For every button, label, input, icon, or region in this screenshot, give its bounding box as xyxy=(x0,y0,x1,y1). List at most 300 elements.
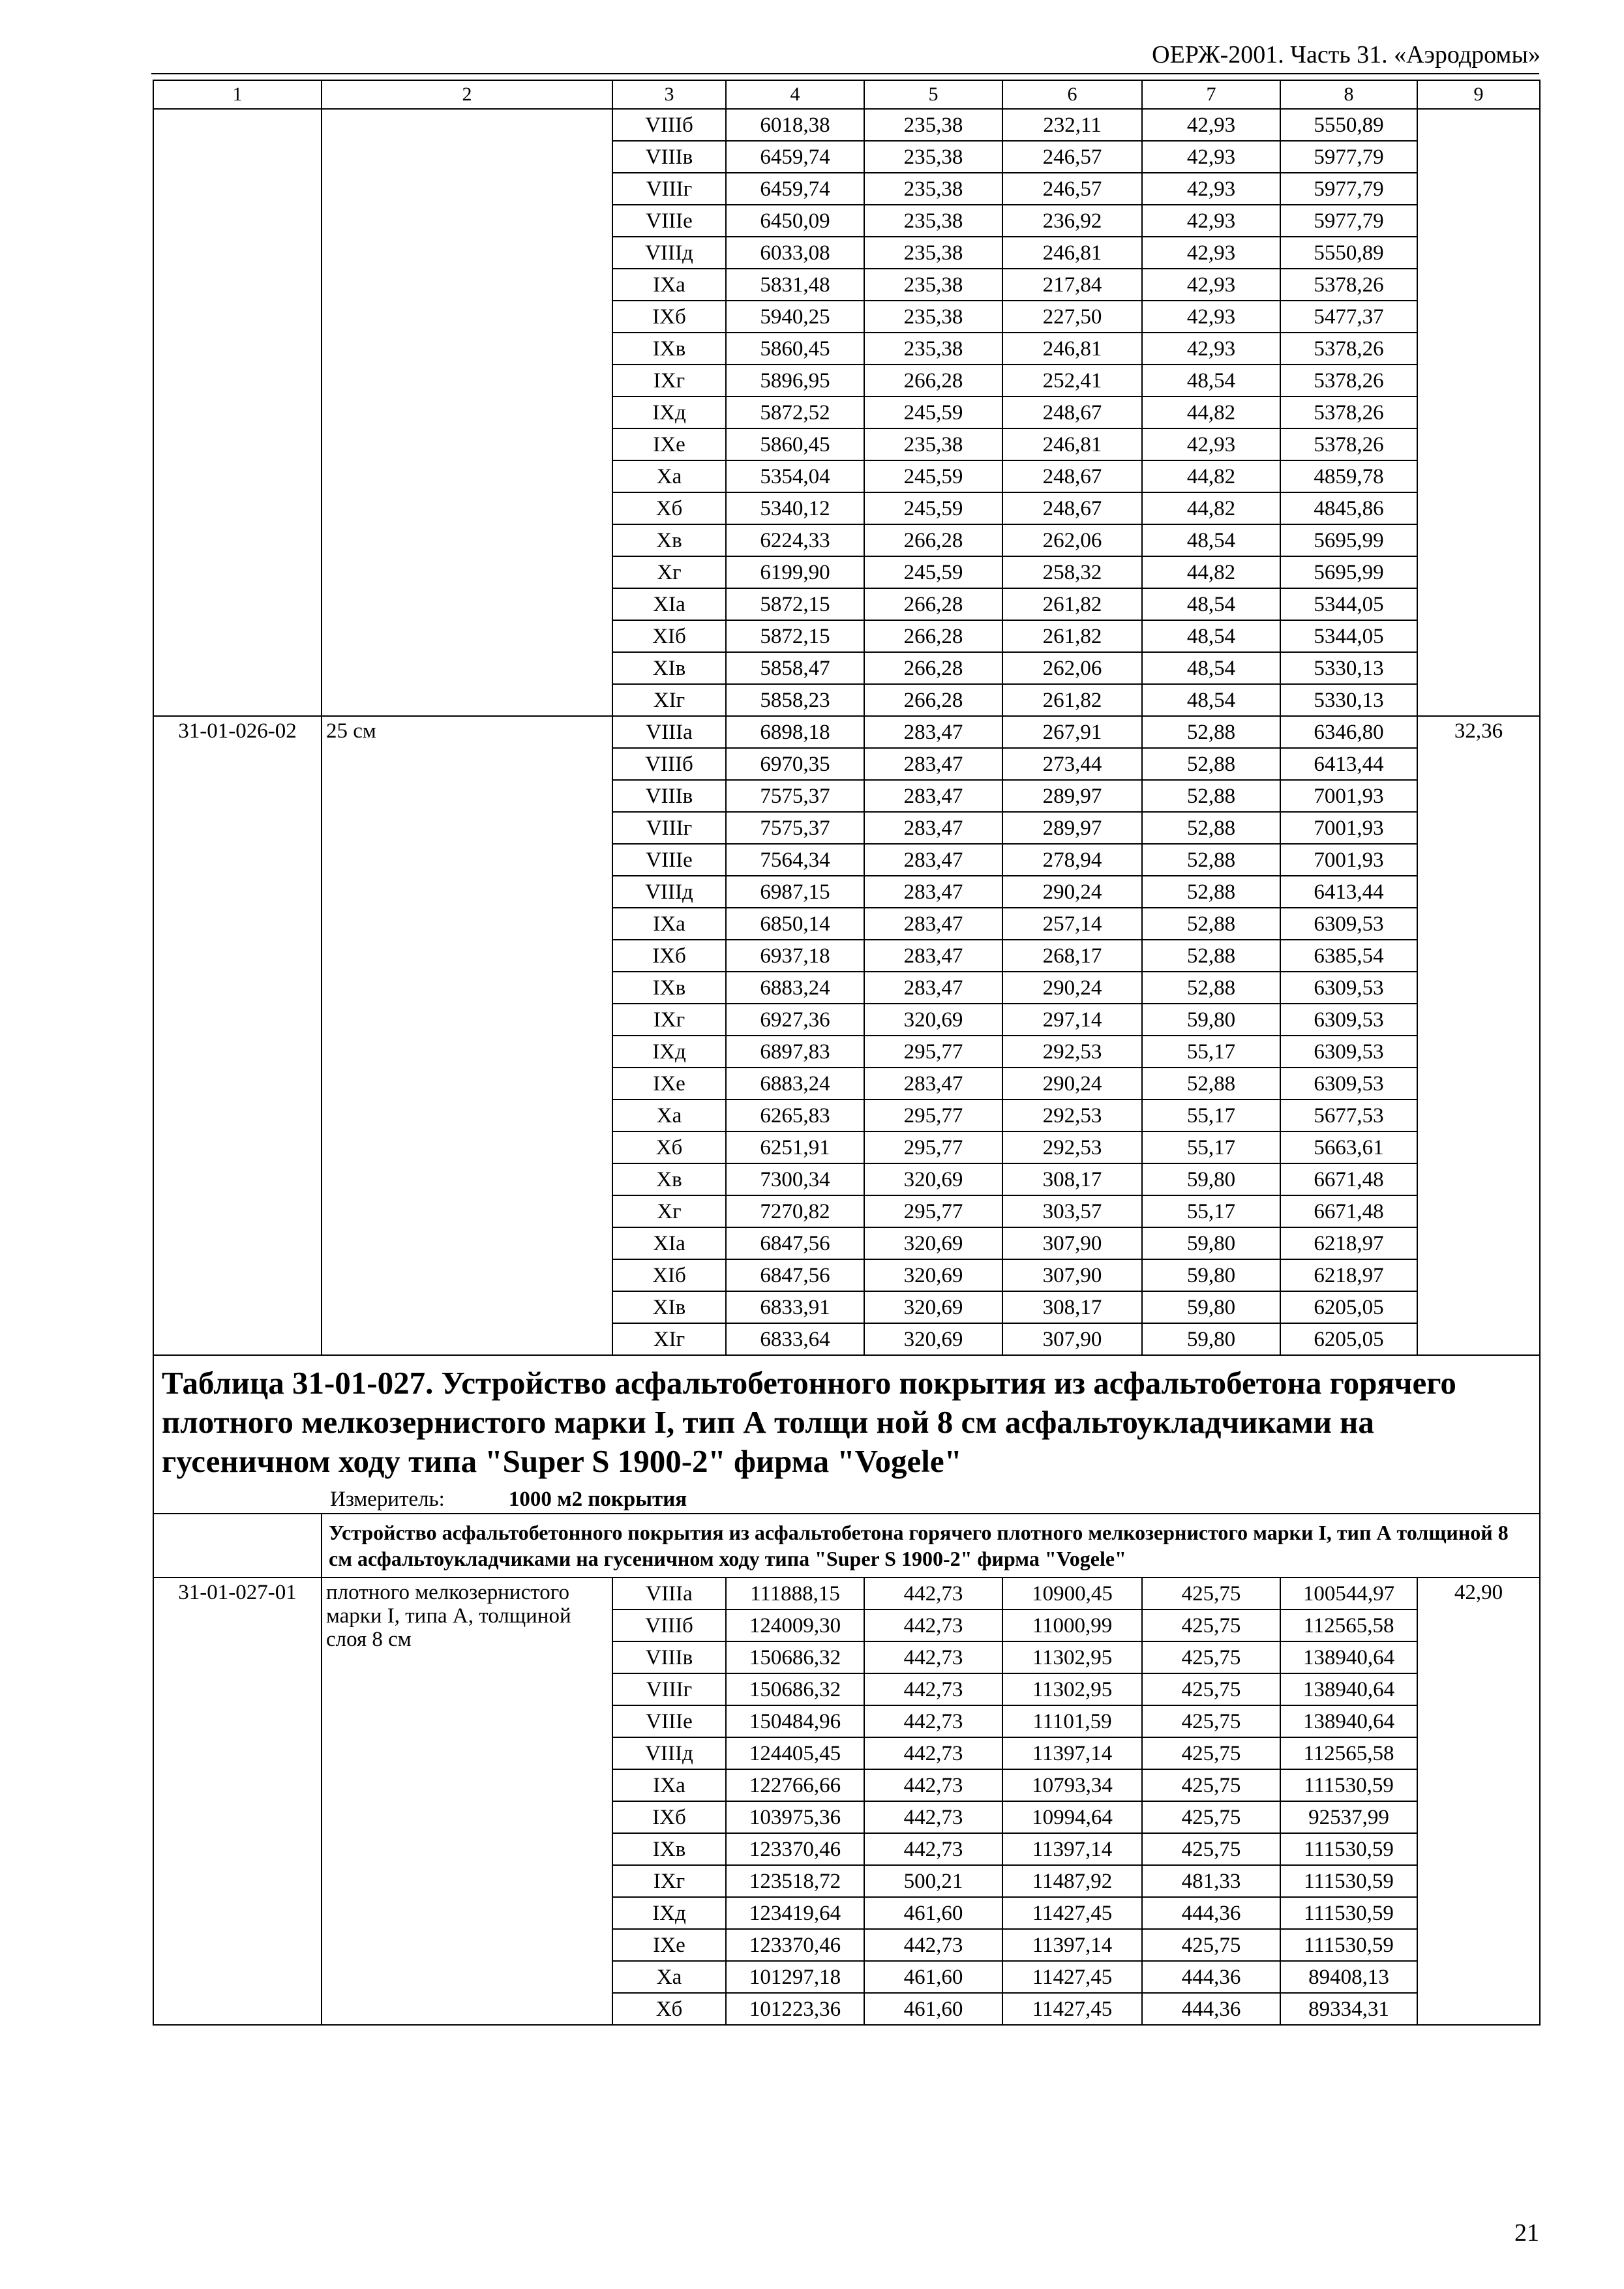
machine-operation: 11427,45 xyxy=(1002,1897,1142,1929)
labor-wages: 235,38 xyxy=(864,333,1002,365)
machine-operation: 11101,59 xyxy=(1002,1705,1142,1737)
labor-wages: 245,59 xyxy=(864,556,1002,588)
materials-cost: 7001,93 xyxy=(1280,812,1417,844)
zone-code: Xг xyxy=(612,556,726,588)
zone-code: XIа xyxy=(612,588,726,620)
machinist-wages: 42,93 xyxy=(1142,301,1280,333)
total-cost: 5860,45 xyxy=(726,333,864,365)
labor-wages: 283,47 xyxy=(864,844,1002,876)
machinist-wages: 42,93 xyxy=(1142,141,1280,173)
total-cost: 5858,47 xyxy=(726,652,864,684)
total-cost: 6459,74 xyxy=(726,173,864,205)
total-cost: 5354,04 xyxy=(726,460,864,492)
total-cost: 6450,09 xyxy=(726,205,864,237)
total-cost: 6937,18 xyxy=(726,940,864,972)
total-cost: 123370,46 xyxy=(726,1833,864,1865)
column-number: 6 xyxy=(1002,80,1142,109)
zone-code: VIIIд xyxy=(612,876,726,908)
labor-wages: 283,47 xyxy=(864,748,1002,780)
machinist-wages: 44,82 xyxy=(1142,396,1280,428)
labor-wages: 442,73 xyxy=(864,1609,1002,1641)
zone-code: IXг xyxy=(612,1865,726,1897)
labor-wages: 235,38 xyxy=(864,173,1002,205)
machinist-wages: 52,88 xyxy=(1142,1068,1280,1100)
total-cost: 103975,36 xyxy=(726,1801,864,1833)
machinist-wages: 425,75 xyxy=(1142,1578,1280,1609)
labor-wages: 283,47 xyxy=(864,780,1002,812)
machinist-wages: 44,82 xyxy=(1142,492,1280,524)
machinist-wages: 55,17 xyxy=(1142,1195,1280,1227)
machine-operation: 227,50 xyxy=(1002,301,1142,333)
machine-operation: 290,24 xyxy=(1002,972,1142,1004)
total-cost: 5858,23 xyxy=(726,684,864,716)
total-cost: 6927,36 xyxy=(726,1004,864,1036)
machine-operation: 292,53 xyxy=(1002,1036,1142,1068)
labor-wages: 320,69 xyxy=(864,1323,1002,1355)
materials-cost: 7001,93 xyxy=(1280,780,1417,812)
labor-wages: 283,47 xyxy=(864,812,1002,844)
materials-cost: 112565,58 xyxy=(1280,1609,1417,1641)
machine-operation: 290,24 xyxy=(1002,1068,1142,1100)
labor-wages: 283,47 xyxy=(864,940,1002,972)
column-number: 9 xyxy=(1417,80,1540,109)
labor-wages: 442,73 xyxy=(864,1929,1002,1961)
materials-cost: 89408,13 xyxy=(1280,1961,1417,1993)
machine-operation: 232,11 xyxy=(1002,109,1142,141)
machine-operation: 261,82 xyxy=(1002,588,1142,620)
machinist-wages: 425,75 xyxy=(1142,1769,1280,1801)
zone-code: XIв xyxy=(612,1291,726,1323)
machine-operation: 11487,92 xyxy=(1002,1865,1142,1897)
total-cost: 5831,48 xyxy=(726,269,864,301)
zone-code: VIIIг xyxy=(612,173,726,205)
materials-cost: 6309,53 xyxy=(1280,1004,1417,1036)
materials-cost: 7001,93 xyxy=(1280,844,1417,876)
materials-cost: 5977,79 xyxy=(1280,173,1417,205)
machine-operation: 246,57 xyxy=(1002,141,1142,173)
column-9-value: 42,90 xyxy=(1417,1578,1540,2025)
column-number: 2 xyxy=(322,80,612,109)
machine-operation: 11000,99 xyxy=(1002,1609,1142,1641)
machine-operation: 10994,64 xyxy=(1002,1801,1142,1833)
materials-cost: 111530,59 xyxy=(1280,1897,1417,1929)
materials-cost: 6671,48 xyxy=(1280,1195,1417,1227)
labor-wages: 442,73 xyxy=(864,1673,1002,1705)
total-cost: 6224,33 xyxy=(726,524,864,556)
machine-operation: 262,06 xyxy=(1002,652,1142,684)
materials-cost: 6205,05 xyxy=(1280,1323,1417,1355)
zone-code: IXв xyxy=(612,1833,726,1865)
machinist-wages: 59,80 xyxy=(1142,1259,1280,1291)
labor-wages: 235,38 xyxy=(864,141,1002,173)
column-number: 8 xyxy=(1280,80,1417,109)
total-cost: 101297,18 xyxy=(726,1961,864,1993)
machinist-wages: 444,36 xyxy=(1142,1993,1280,2025)
total-cost: 6833,64 xyxy=(726,1323,864,1355)
materials-cost: 4859,78 xyxy=(1280,460,1417,492)
total-cost: 6833,91 xyxy=(726,1291,864,1323)
header-divider xyxy=(151,73,1539,74)
materials-cost: 5330,13 xyxy=(1280,652,1417,684)
materials-cost: 6413,44 xyxy=(1280,876,1417,908)
total-cost: 6251,91 xyxy=(726,1131,864,1163)
total-cost: 6987,15 xyxy=(726,876,864,908)
zone-code: IXе xyxy=(612,1929,726,1961)
total-cost: 111888,15 xyxy=(726,1578,864,1609)
materials-cost: 5378,26 xyxy=(1280,269,1417,301)
machine-operation: 308,17 xyxy=(1002,1291,1142,1323)
labor-wages: 442,73 xyxy=(864,1833,1002,1865)
materials-cost: 5977,79 xyxy=(1280,141,1417,173)
description-cell-continued xyxy=(322,109,612,716)
machinist-wages: 55,17 xyxy=(1142,1100,1280,1131)
materials-cost: 6205,05 xyxy=(1280,1291,1417,1323)
total-cost: 5340,12 xyxy=(726,492,864,524)
zone-code: XIб xyxy=(612,1259,726,1291)
machinist-wages: 425,75 xyxy=(1142,1705,1280,1737)
machine-operation: 292,53 xyxy=(1002,1131,1142,1163)
total-cost: 5872,15 xyxy=(726,620,864,652)
zone-code: XIа xyxy=(612,1227,726,1259)
total-cost: 150686,32 xyxy=(726,1641,864,1673)
total-cost: 123370,46 xyxy=(726,1929,864,1961)
zone-code: IXб xyxy=(612,940,726,972)
machinist-wages: 48,54 xyxy=(1142,684,1280,716)
machinist-wages: 425,75 xyxy=(1142,1609,1280,1641)
machinist-wages: 444,36 xyxy=(1142,1961,1280,1993)
zone-code: IXа xyxy=(612,1769,726,1801)
machine-operation: 248,67 xyxy=(1002,460,1142,492)
materials-cost: 112565,58 xyxy=(1280,1737,1417,1769)
total-cost: 6265,83 xyxy=(726,1100,864,1131)
measure-value: 1000 м2 покрытия xyxy=(508,1487,687,1511)
zone-code: VIIIг xyxy=(612,812,726,844)
total-cost: 6883,24 xyxy=(726,972,864,1004)
machinist-wages: 59,80 xyxy=(1142,1163,1280,1195)
materials-cost: 4845,86 xyxy=(1280,492,1417,524)
machine-operation: 246,81 xyxy=(1002,237,1142,269)
total-cost: 101223,36 xyxy=(726,1993,864,2025)
materials-cost: 138940,64 xyxy=(1280,1641,1417,1673)
zone-code: Xб xyxy=(612,1131,726,1163)
machinist-wages: 52,88 xyxy=(1142,940,1280,972)
materials-cost: 5695,99 xyxy=(1280,556,1417,588)
machinist-wages: 481,33 xyxy=(1142,1865,1280,1897)
machinist-wages: 425,75 xyxy=(1142,1673,1280,1705)
machine-operation: 258,32 xyxy=(1002,556,1142,588)
materials-cost: 6218,97 xyxy=(1280,1259,1417,1291)
total-cost: 5872,52 xyxy=(726,396,864,428)
zone-code: VIIIд xyxy=(612,1737,726,1769)
zone-code: XIв xyxy=(612,652,726,684)
rate-code: 31-01-027-01 xyxy=(153,1578,322,2025)
machinist-wages: 48,54 xyxy=(1142,588,1280,620)
labor-wages: 283,47 xyxy=(864,716,1002,748)
labor-wages: 295,77 xyxy=(864,1036,1002,1068)
machine-operation: 307,90 xyxy=(1002,1259,1142,1291)
code-cell-continued xyxy=(153,109,322,716)
machinist-wages: 52,88 xyxy=(1142,716,1280,748)
total-cost: 7300,34 xyxy=(726,1163,864,1195)
machine-operation: 246,81 xyxy=(1002,333,1142,365)
zone-code: IXе xyxy=(612,1068,726,1100)
zone-code: Xб xyxy=(612,492,726,524)
labor-wages: 235,38 xyxy=(864,301,1002,333)
machine-operation: 308,17 xyxy=(1002,1163,1142,1195)
labor-wages: 442,73 xyxy=(864,1801,1002,1833)
zone-code: Xб xyxy=(612,1993,726,2025)
total-cost: 6033,08 xyxy=(726,237,864,269)
materials-cost: 5677,53 xyxy=(1280,1100,1417,1131)
machinist-wages: 59,80 xyxy=(1142,1004,1280,1036)
labor-wages: 442,73 xyxy=(864,1578,1002,1609)
zone-code: XIб xyxy=(612,620,726,652)
machinist-wages: 52,88 xyxy=(1142,908,1280,940)
machine-operation: 10793,34 xyxy=(1002,1769,1142,1801)
machine-operation: 11427,45 xyxy=(1002,1993,1142,2025)
machinist-wages: 59,80 xyxy=(1142,1227,1280,1259)
zone-code: IXа xyxy=(612,269,726,301)
zone-code: IXа xyxy=(612,908,726,940)
weight-cell-continued xyxy=(1417,109,1540,716)
machinist-wages: 42,93 xyxy=(1142,428,1280,460)
total-cost: 123419,64 xyxy=(726,1897,864,1929)
machinist-wages: 425,75 xyxy=(1142,1737,1280,1769)
machinist-wages: 42,93 xyxy=(1142,205,1280,237)
machine-operation: 262,06 xyxy=(1002,524,1142,556)
materials-cost: 5977,79 xyxy=(1280,205,1417,237)
materials-cost: 5550,89 xyxy=(1280,109,1417,141)
labor-wages: 500,21 xyxy=(864,1865,1002,1897)
machine-operation: 11397,14 xyxy=(1002,1833,1142,1865)
machine-operation: 248,67 xyxy=(1002,396,1142,428)
machine-operation: 11397,14 xyxy=(1002,1929,1142,1961)
materials-cost: 111530,59 xyxy=(1280,1929,1417,1961)
labor-wages: 283,47 xyxy=(864,972,1002,1004)
materials-cost: 6346,80 xyxy=(1280,716,1417,748)
total-cost: 7575,37 xyxy=(726,812,864,844)
machine-operation: 11302,95 xyxy=(1002,1641,1142,1673)
zone-code: VIIIд xyxy=(612,237,726,269)
machinist-wages: 48,54 xyxy=(1142,524,1280,556)
zone-code: VIIIб xyxy=(612,109,726,141)
column-9-value: 32,36 xyxy=(1417,716,1540,1355)
machinist-wages: 52,88 xyxy=(1142,876,1280,908)
table-row xyxy=(153,716,1540,748)
zone-code: IXе xyxy=(612,428,726,460)
labor-wages: 442,73 xyxy=(864,1769,1002,1801)
zone-code: VIIIа xyxy=(612,716,726,748)
machine-operation: 261,82 xyxy=(1002,684,1142,716)
labor-wages: 235,38 xyxy=(864,269,1002,301)
materials-cost: 6309,53 xyxy=(1280,972,1417,1004)
machinist-wages: 48,54 xyxy=(1142,365,1280,396)
rate-description: 25 см xyxy=(322,716,612,1355)
work-title-row xyxy=(153,1514,1540,1578)
machinist-wages: 42,93 xyxy=(1142,237,1280,269)
machinist-wages: 444,36 xyxy=(1142,1897,1280,1929)
machinist-wages: 425,75 xyxy=(1142,1641,1280,1673)
total-cost: 150686,32 xyxy=(726,1673,864,1705)
materials-cost: 5550,89 xyxy=(1280,237,1417,269)
total-cost: 124405,45 xyxy=(726,1737,864,1769)
materials-cost: 111530,59 xyxy=(1280,1769,1417,1801)
labor-wages: 461,60 xyxy=(864,1993,1002,2025)
zone-code: IXб xyxy=(612,301,726,333)
total-cost: 6459,74 xyxy=(726,141,864,173)
labor-wages: 320,69 xyxy=(864,1291,1002,1323)
materials-cost: 5344,05 xyxy=(1280,620,1417,652)
zone-code: VIIIе xyxy=(612,1705,726,1737)
machine-operation: 307,90 xyxy=(1002,1323,1142,1355)
machine-operation: 289,97 xyxy=(1002,780,1142,812)
machine-operation: 289,97 xyxy=(1002,812,1142,844)
machinist-wages: 42,93 xyxy=(1142,109,1280,141)
labor-wages: 235,38 xyxy=(864,428,1002,460)
machinist-wages: 425,75 xyxy=(1142,1929,1280,1961)
materials-cost: 6309,53 xyxy=(1280,908,1417,940)
machinist-wages: 425,75 xyxy=(1142,1833,1280,1865)
machine-operation: 297,14 xyxy=(1002,1004,1142,1036)
materials-cost: 138940,64 xyxy=(1280,1705,1417,1737)
column-number: 4 xyxy=(726,80,864,109)
machine-operation: 252,41 xyxy=(1002,365,1142,396)
materials-cost: 5378,26 xyxy=(1280,365,1417,396)
machinist-wages: 44,82 xyxy=(1142,556,1280,588)
machinist-wages: 59,80 xyxy=(1142,1323,1280,1355)
labor-wages: 295,77 xyxy=(864,1195,1002,1227)
total-cost: 6970,35 xyxy=(726,748,864,780)
total-cost: 7270,82 xyxy=(726,1195,864,1227)
machinist-wages: 42,93 xyxy=(1142,173,1280,205)
total-cost: 6883,24 xyxy=(726,1068,864,1100)
materials-cost: 100544,97 xyxy=(1280,1578,1417,1609)
zone-code: Xа xyxy=(612,460,726,492)
zone-code: VIIIб xyxy=(612,1609,726,1641)
machine-operation: 248,67 xyxy=(1002,492,1142,524)
materials-cost: 6218,97 xyxy=(1280,1227,1417,1259)
total-cost: 6850,14 xyxy=(726,908,864,940)
zone-code: VIIIб xyxy=(612,748,726,780)
table-title-row xyxy=(153,1355,1540,1485)
total-cost: 5940,25 xyxy=(726,301,864,333)
zone-code: IXг xyxy=(612,365,726,396)
labor-wages: 266,28 xyxy=(864,684,1002,716)
labor-wages: 461,60 xyxy=(864,1961,1002,1993)
machinist-wages: 59,80 xyxy=(1142,1291,1280,1323)
zone-code: VIIIе xyxy=(612,205,726,237)
rates-table-body xyxy=(153,80,1540,2025)
materials-cost: 6413,44 xyxy=(1280,748,1417,780)
zone-code: VIIIг xyxy=(612,1673,726,1705)
zone-code: VIIIе xyxy=(612,844,726,876)
labor-wages: 320,69 xyxy=(864,1004,1002,1036)
table-row xyxy=(153,109,1540,141)
materials-cost: 5378,26 xyxy=(1280,333,1417,365)
total-cost: 7575,37 xyxy=(726,780,864,812)
zone-code: Xв xyxy=(612,1163,726,1195)
measure-row xyxy=(153,1485,1540,1514)
rate-description: плотного мелкозернистого марки I, типа А, толщиной слоя 8 см xyxy=(322,1578,612,2025)
zone-code: Xг xyxy=(612,1195,726,1227)
labor-wages: 235,38 xyxy=(864,205,1002,237)
zone-code: IXд xyxy=(612,1897,726,1929)
machine-operation: 268,17 xyxy=(1002,940,1142,972)
machine-operation: 273,44 xyxy=(1002,748,1142,780)
machine-operation: 261,82 xyxy=(1002,620,1142,652)
labor-wages: 266,28 xyxy=(864,588,1002,620)
labor-wages: 442,73 xyxy=(864,1737,1002,1769)
materials-cost: 89334,31 xyxy=(1280,1993,1417,2025)
materials-cost: 6385,54 xyxy=(1280,940,1417,972)
labor-wages: 295,77 xyxy=(864,1100,1002,1131)
total-cost: 6018,38 xyxy=(726,109,864,141)
machine-operation: 11302,95 xyxy=(1002,1673,1142,1705)
machine-operation: 257,14 xyxy=(1002,908,1142,940)
total-cost: 6847,56 xyxy=(726,1227,864,1259)
machinist-wages: 42,93 xyxy=(1142,333,1280,365)
machine-operation: 11427,45 xyxy=(1002,1961,1142,1993)
materials-cost: 111530,59 xyxy=(1280,1833,1417,1865)
machine-operation: 236,92 xyxy=(1002,205,1142,237)
machine-operation: 11397,14 xyxy=(1002,1737,1142,1769)
total-cost: 5860,45 xyxy=(726,428,864,460)
labor-wages: 283,47 xyxy=(864,908,1002,940)
total-cost: 6898,18 xyxy=(726,716,864,748)
rates-table xyxy=(153,80,1541,2026)
materials-cost: 5695,99 xyxy=(1280,524,1417,556)
column-number: 1 xyxy=(153,80,322,109)
total-cost: 6847,56 xyxy=(726,1259,864,1291)
materials-cost: 5378,26 xyxy=(1280,396,1417,428)
zone-code: XIг xyxy=(612,1323,726,1355)
zone-code: VIIIв xyxy=(612,141,726,173)
column-number: 7 xyxy=(1142,80,1280,109)
materials-cost: 111530,59 xyxy=(1280,1865,1417,1897)
machinist-wages: 52,88 xyxy=(1142,780,1280,812)
machinist-wages: 55,17 xyxy=(1142,1036,1280,1068)
labor-wages: 442,73 xyxy=(864,1705,1002,1737)
machine-operation: 217,84 xyxy=(1002,269,1142,301)
labor-wages: 320,69 xyxy=(864,1259,1002,1291)
machinist-wages: 42,93 xyxy=(1142,269,1280,301)
measure-label: Измеритель: xyxy=(330,1487,445,1511)
machine-operation: 278,94 xyxy=(1002,844,1142,876)
materials-cost: 5477,37 xyxy=(1280,301,1417,333)
labor-wages: 245,59 xyxy=(864,460,1002,492)
column-number: 3 xyxy=(612,80,726,109)
measure-cell xyxy=(153,1485,1540,1514)
labor-wages: 461,60 xyxy=(864,1897,1002,1929)
machine-operation: 10900,45 xyxy=(1002,1578,1142,1609)
rate-code: 31-01-026-02 xyxy=(153,716,322,1355)
zone-code: Xв xyxy=(612,524,726,556)
machine-operation: 246,57 xyxy=(1002,173,1142,205)
machinist-wages: 48,54 xyxy=(1142,620,1280,652)
total-cost: 6897,83 xyxy=(726,1036,864,1068)
zone-code: VIIIа xyxy=(612,1578,726,1609)
table-row xyxy=(153,1578,1540,1609)
materials-cost: 138940,64 xyxy=(1280,1673,1417,1705)
zone-code: IXв xyxy=(612,333,726,365)
machinist-wages: 52,88 xyxy=(1142,844,1280,876)
zone-code: IXг xyxy=(612,1004,726,1036)
machine-operation: 292,53 xyxy=(1002,1100,1142,1131)
materials-cost: 5330,13 xyxy=(1280,684,1417,716)
machine-operation: 307,90 xyxy=(1002,1227,1142,1259)
work-title: Устройство асфальтобетонного покрытия из асфальтобетона горячего плотного мелкозернистого марки I, тип А толщиной 8 см асфальтоукладчиками на гусеничном ходу типа "Super S 1900-2" фирма "Vogele" xyxy=(322,1514,1540,1578)
zone-code: XIг xyxy=(612,684,726,716)
